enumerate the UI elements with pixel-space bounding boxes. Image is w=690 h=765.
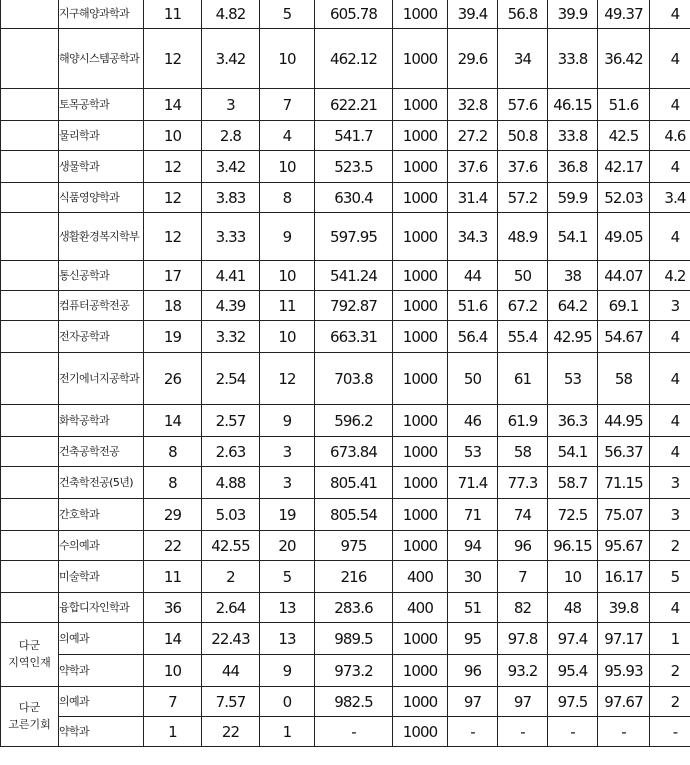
value-cell-1: 18 — [144, 291, 202, 321]
value-cell-3: 9 — [260, 213, 315, 261]
value-cell-10: 3.4 — [650, 183, 690, 213]
value-cell-4: 541.7 — [315, 121, 393, 151]
value-cell-1: 10 — [144, 121, 202, 151]
value-cell-4: 973.2 — [315, 655, 393, 687]
value-cell-7: 37.6 — [498, 151, 548, 183]
value-cell-10: 1 — [650, 623, 690, 655]
value-cell-6: 50 — [448, 353, 498, 405]
value-cell-3: 1 — [260, 717, 315, 747]
value-cell-7: 48.9 — [498, 213, 548, 261]
value-cell-4: - — [315, 717, 393, 747]
value-cell-2: 2.57 — [202, 405, 260, 437]
value-cell-2: 2.8 — [202, 121, 260, 151]
value-cell-3: 5 — [260, 561, 315, 593]
value-cell-3: 10 — [260, 261, 315, 291]
group-empty-cell — [1, 213, 59, 261]
group-label-line1: 다군 — [18, 639, 41, 652]
value-cell-6: 27.2 — [448, 121, 498, 151]
value-cell-9: 42.5 — [598, 121, 650, 151]
value-cell-5: 1000 — [393, 623, 448, 655]
department-name: 미술학과 — [59, 561, 144, 593]
value-cell-4: 462.12 — [315, 29, 393, 89]
value-cell-10: 4 — [650, 593, 690, 623]
department-name: 컴퓨터공학전공 — [59, 291, 144, 321]
value-cell-8: 33.8 — [548, 121, 598, 151]
value-cell-9: 36.42 — [598, 29, 650, 89]
table-row — [1, 717, 690, 747]
value-cell-3: 4 — [260, 121, 315, 151]
value-cell-4: 975 — [315, 531, 393, 561]
value-cell-8: 46.15 — [548, 89, 598, 121]
department-name: 전자공학과 — [59, 321, 144, 353]
value-cell-9: 75.07 — [598, 499, 650, 531]
value-cell-5: 1000 — [393, 183, 448, 213]
value-cell-5: 1000 — [393, 89, 448, 121]
value-cell-10: 3 — [650, 291, 690, 321]
table-row — [1, 321, 690, 353]
group-empty-cell — [1, 531, 59, 561]
value-cell-9: 52.03 — [598, 183, 650, 213]
value-cell-5: 1000 — [393, 405, 448, 437]
value-cell-1: 19 — [144, 321, 202, 353]
value-cell-10: 4 — [650, 405, 690, 437]
value-cell-8: 58.7 — [548, 467, 598, 499]
group-empty-cell — [1, 121, 59, 151]
value-cell-8: 10 — [548, 561, 598, 593]
value-cell-9: 95.67 — [598, 531, 650, 561]
value-cell-6: 29.6 — [448, 29, 498, 89]
value-cell-1: 1 — [144, 717, 202, 747]
table-row — [1, 561, 690, 593]
value-cell-4: 663.31 — [315, 321, 393, 353]
value-cell-3: 10 — [260, 29, 315, 89]
value-cell-1: 11 — [144, 0, 202, 29]
value-cell-9: 97.67 — [598, 687, 650, 717]
value-cell-2: 5.03 — [202, 499, 260, 531]
value-cell-10: 4 — [650, 353, 690, 405]
value-cell-3: 7 — [260, 89, 315, 121]
department-name: 간호학과 — [59, 499, 144, 531]
department-name: 생활환경복지학부 — [59, 213, 144, 261]
table-row — [1, 623, 690, 655]
table-row — [1, 261, 690, 291]
value-cell-6: 71 — [448, 499, 498, 531]
value-cell-10: 3 — [650, 467, 690, 499]
value-cell-8: 39.9 — [548, 0, 598, 29]
value-cell-9: 44.07 — [598, 261, 650, 291]
value-cell-7: 57.6 — [498, 89, 548, 121]
table-row — [1, 499, 690, 531]
value-cell-5: 1000 — [393, 291, 448, 321]
value-cell-6: 94 — [448, 531, 498, 561]
table-row — [1, 531, 690, 561]
value-cell-4: 596.2 — [315, 405, 393, 437]
value-cell-3: 8 — [260, 183, 315, 213]
value-cell-1: 36 — [144, 593, 202, 623]
value-cell-4: 703.8 — [315, 353, 393, 405]
value-cell-9: - — [598, 717, 650, 747]
value-cell-9: 56.37 — [598, 437, 650, 467]
value-cell-9: 54.67 — [598, 321, 650, 353]
value-cell-4: 792.87 — [315, 291, 393, 321]
table-row — [1, 213, 690, 261]
value-cell-3: 12 — [260, 353, 315, 405]
value-cell-5: 1000 — [393, 531, 448, 561]
value-cell-5: 1000 — [393, 353, 448, 405]
value-cell-10: - — [650, 717, 690, 747]
value-cell-2: 3.83 — [202, 183, 260, 213]
value-cell-9: 49.37 — [598, 0, 650, 29]
value-cell-7: 50 — [498, 261, 548, 291]
value-cell-3: 9 — [260, 655, 315, 687]
group-empty-cell — [1, 89, 59, 121]
value-cell-2: 3 — [202, 89, 260, 121]
value-cell-1: 12 — [144, 151, 202, 183]
value-cell-6: 34.3 — [448, 213, 498, 261]
value-cell-10: 2 — [650, 531, 690, 561]
value-cell-2: 2.54 — [202, 353, 260, 405]
table-row — [1, 655, 690, 687]
value-cell-2: 3.32 — [202, 321, 260, 353]
value-cell-8: 36.8 — [548, 151, 598, 183]
value-cell-5: 1000 — [393, 213, 448, 261]
department-name: 생물학과 — [59, 151, 144, 183]
value-cell-9: 69.1 — [598, 291, 650, 321]
value-cell-2: 3.42 — [202, 151, 260, 183]
value-cell-2: 4.41 — [202, 261, 260, 291]
value-cell-8: 48 — [548, 593, 598, 623]
value-cell-6: 56.4 — [448, 321, 498, 353]
value-cell-9: 95.93 — [598, 655, 650, 687]
table-row — [1, 183, 690, 213]
value-cell-9: 97.17 — [598, 623, 650, 655]
value-cell-9: 44.95 — [598, 405, 650, 437]
value-cell-4: 622.21 — [315, 89, 393, 121]
value-cell-9: 51.6 — [598, 89, 650, 121]
group-empty-cell — [1, 467, 59, 499]
value-cell-10: 4 — [650, 0, 690, 29]
value-cell-8: 54.1 — [548, 437, 598, 467]
value-cell-5: 1000 — [393, 0, 448, 29]
table-row — [1, 353, 690, 405]
group-empty-cell — [1, 593, 59, 623]
value-cell-8: 53 — [548, 353, 598, 405]
group-empty-cell — [1, 291, 59, 321]
value-cell-5: 1000 — [393, 29, 448, 89]
department-name: 의예과 — [59, 623, 144, 655]
value-cell-5: 1000 — [393, 121, 448, 151]
group-empty-cell — [1, 261, 59, 291]
value-cell-1: 26 — [144, 353, 202, 405]
value-cell-6: 31.4 — [448, 183, 498, 213]
table-row — [1, 29, 690, 89]
value-cell-5: 400 — [393, 593, 448, 623]
value-cell-2: 22 — [202, 717, 260, 747]
value-cell-7: 55.4 — [498, 321, 548, 353]
group-empty-cell — [1, 561, 59, 593]
value-cell-5: 1000 — [393, 437, 448, 467]
table-row — [1, 405, 690, 437]
value-cell-5: 1000 — [393, 261, 448, 291]
value-cell-10: 2 — [650, 687, 690, 717]
department-name: 화학공학과 — [59, 405, 144, 437]
value-cell-2: 42.55 — [202, 531, 260, 561]
group-label-line1: 다군 — [18, 701, 41, 714]
value-cell-5: 1000 — [393, 499, 448, 531]
value-cell-7: 61.9 — [498, 405, 548, 437]
value-cell-3: 5 — [260, 0, 315, 29]
group-empty-cell — [1, 499, 59, 531]
value-cell-8: 54.1 — [548, 213, 598, 261]
value-cell-7: 97 — [498, 687, 548, 717]
value-cell-10: 4 — [650, 437, 690, 467]
value-cell-5: 1000 — [393, 687, 448, 717]
value-cell-5: 1000 — [393, 321, 448, 353]
table-row — [1, 121, 690, 151]
value-cell-10: 4 — [650, 213, 690, 261]
value-cell-6: 39.4 — [448, 0, 498, 29]
department-name: 약학과 — [59, 717, 144, 747]
group-empty-cell — [1, 405, 59, 437]
group-empty-cell — [1, 0, 59, 29]
group-label-cell — [1, 687, 59, 747]
value-cell-8: 96.15 — [548, 531, 598, 561]
value-cell-6: - — [448, 717, 498, 747]
value-cell-1: 12 — [144, 213, 202, 261]
group-empty-cell — [1, 151, 59, 183]
value-cell-7: 74 — [498, 499, 548, 531]
value-cell-8: 97.5 — [548, 687, 598, 717]
value-cell-10: 3 — [650, 499, 690, 531]
value-cell-3: 0 — [260, 687, 315, 717]
value-cell-1: 14 — [144, 623, 202, 655]
group-empty-cell — [1, 183, 59, 213]
value-cell-9: 42.17 — [598, 151, 650, 183]
department-name: 전기에너지공학과 — [59, 353, 144, 405]
value-cell-8: - — [548, 717, 598, 747]
value-cell-9: 58 — [598, 353, 650, 405]
value-cell-7: 97.8 — [498, 623, 548, 655]
value-cell-4: 630.4 — [315, 183, 393, 213]
value-cell-4: 673.84 — [315, 437, 393, 467]
value-cell-1: 29 — [144, 499, 202, 531]
table-body — [1, 0, 690, 747]
group-label-line2: 고른기회 — [8, 717, 51, 731]
value-cell-4: 283.6 — [315, 593, 393, 623]
table-row — [1, 151, 690, 183]
value-cell-5: 400 — [393, 561, 448, 593]
value-cell-10: 5 — [650, 561, 690, 593]
value-cell-2: 2.63 — [202, 437, 260, 467]
value-cell-6: 30 — [448, 561, 498, 593]
value-cell-2: 4.88 — [202, 467, 260, 499]
value-cell-3: 13 — [260, 593, 315, 623]
value-cell-1: 8 — [144, 437, 202, 467]
group-empty-cell — [1, 353, 59, 405]
department-name: 약학과 — [59, 655, 144, 687]
value-cell-9: 16.17 — [598, 561, 650, 593]
value-cell-3: 11 — [260, 291, 315, 321]
value-cell-10: 4.2 — [650, 261, 690, 291]
value-cell-8: 64.2 — [548, 291, 598, 321]
group-empty-cell — [1, 321, 59, 353]
value-cell-4: 805.41 — [315, 467, 393, 499]
value-cell-8: 97.4 — [548, 623, 598, 655]
value-cell-4: 605.78 — [315, 0, 393, 29]
value-cell-2: 22.43 — [202, 623, 260, 655]
value-cell-6: 51.6 — [448, 291, 498, 321]
value-cell-1: 7 — [144, 687, 202, 717]
value-cell-1: 10 — [144, 655, 202, 687]
group-empty-cell — [1, 29, 59, 89]
value-cell-7: 34 — [498, 29, 548, 89]
value-cell-3: 9 — [260, 405, 315, 437]
value-cell-8: 59.9 — [548, 183, 598, 213]
group-label-cell — [1, 623, 59, 687]
value-cell-4: 541.24 — [315, 261, 393, 291]
value-cell-4: 523.5 — [315, 151, 393, 183]
value-cell-7: 77.3 — [498, 467, 548, 499]
value-cell-1: 12 — [144, 183, 202, 213]
value-cell-10: 4.6 — [650, 121, 690, 151]
value-cell-2: 3.42 — [202, 29, 260, 89]
value-cell-4: 216 — [315, 561, 393, 593]
value-cell-3: 10 — [260, 151, 315, 183]
group-empty-cell — [1, 437, 59, 467]
value-cell-1: 22 — [144, 531, 202, 561]
value-cell-8: 42.95 — [548, 321, 598, 353]
value-cell-7: 82 — [498, 593, 548, 623]
department-name: 건축공학전공 — [59, 437, 144, 467]
group-label-line2: 지역인재 — [8, 655, 51, 669]
table-row — [1, 687, 690, 717]
value-cell-5: 1000 — [393, 151, 448, 183]
value-cell-2: 4.39 — [202, 291, 260, 321]
value-cell-2: 44 — [202, 655, 260, 687]
value-cell-8: 95.4 — [548, 655, 598, 687]
value-cell-7: 58 — [498, 437, 548, 467]
value-cell-7: 93.2 — [498, 655, 548, 687]
value-cell-7: 61 — [498, 353, 548, 405]
department-name: 건축학전공(5년) — [59, 467, 144, 499]
value-cell-6: 71.4 — [448, 467, 498, 499]
value-cell-7: 50.8 — [498, 121, 548, 151]
value-cell-1: 14 — [144, 89, 202, 121]
department-name: 통신공학과 — [59, 261, 144, 291]
value-cell-7: 96 — [498, 531, 548, 561]
value-cell-6: 53 — [448, 437, 498, 467]
value-cell-7: - — [498, 717, 548, 747]
value-cell-3: 3 — [260, 467, 315, 499]
value-cell-2: 4.82 — [202, 0, 260, 29]
value-cell-7: 56.8 — [498, 0, 548, 29]
value-cell-3: 20 — [260, 531, 315, 561]
department-name: 물리학과 — [59, 121, 144, 151]
value-cell-10: 4 — [650, 151, 690, 183]
value-cell-10: 4 — [650, 89, 690, 121]
value-cell-4: 989.5 — [315, 623, 393, 655]
table-row — [1, 89, 690, 121]
value-cell-6: 32.8 — [448, 89, 498, 121]
value-cell-10: 4 — [650, 321, 690, 353]
value-cell-3: 3 — [260, 437, 315, 467]
department-name: 토목공학과 — [59, 89, 144, 121]
table-row — [1, 467, 690, 499]
value-cell-3: 13 — [260, 623, 315, 655]
value-cell-7: 57.2 — [498, 183, 548, 213]
value-cell-7: 7 — [498, 561, 548, 593]
value-cell-5: 1000 — [393, 655, 448, 687]
table-row — [1, 593, 690, 623]
value-cell-6: 96 — [448, 655, 498, 687]
value-cell-1: 11 — [144, 561, 202, 593]
value-cell-6: 44 — [448, 261, 498, 291]
value-cell-6: 46 — [448, 405, 498, 437]
value-cell-1: 14 — [144, 405, 202, 437]
value-cell-6: 97 — [448, 687, 498, 717]
value-cell-8: 36.3 — [548, 405, 598, 437]
value-cell-7: 67.2 — [498, 291, 548, 321]
table-row — [1, 437, 690, 467]
value-cell-1: 8 — [144, 467, 202, 499]
value-cell-9: 71.15 — [598, 467, 650, 499]
value-cell-9: 39.8 — [598, 593, 650, 623]
value-cell-2: 2 — [202, 561, 260, 593]
value-cell-6: 95 — [448, 623, 498, 655]
department-name: 융합디자인학과 — [59, 593, 144, 623]
table-row — [1, 0, 690, 29]
value-cell-2: 2.64 — [202, 593, 260, 623]
value-cell-6: 37.6 — [448, 151, 498, 183]
value-cell-5: 1000 — [393, 467, 448, 499]
department-name: 식품영양학과 — [59, 183, 144, 213]
value-cell-10: 4 — [650, 29, 690, 89]
value-cell-1: 12 — [144, 29, 202, 89]
value-cell-10: 2 — [650, 655, 690, 687]
value-cell-5: 1000 — [393, 717, 448, 747]
department-name: 수의예과 — [59, 531, 144, 561]
value-cell-9: 49.05 — [598, 213, 650, 261]
value-cell-8: 72.5 — [548, 499, 598, 531]
value-cell-4: 597.95 — [315, 213, 393, 261]
value-cell-3: 10 — [260, 321, 315, 353]
value-cell-8: 38 — [548, 261, 598, 291]
value-cell-6: 51 — [448, 593, 498, 623]
value-cell-2: 3.33 — [202, 213, 260, 261]
value-cell-3: 19 — [260, 499, 315, 531]
department-name: 지구해양과학과 — [59, 0, 144, 29]
value-cell-8: 33.8 — [548, 29, 598, 89]
value-cell-2: 7.57 — [202, 687, 260, 717]
value-cell-1: 17 — [144, 261, 202, 291]
value-cell-4: 805.54 — [315, 499, 393, 531]
table-row — [1, 291, 690, 321]
value-cell-4: 982.5 — [315, 687, 393, 717]
department-name: 의예과 — [59, 687, 144, 717]
department-name: 해양시스템공학과 — [59, 29, 144, 89]
